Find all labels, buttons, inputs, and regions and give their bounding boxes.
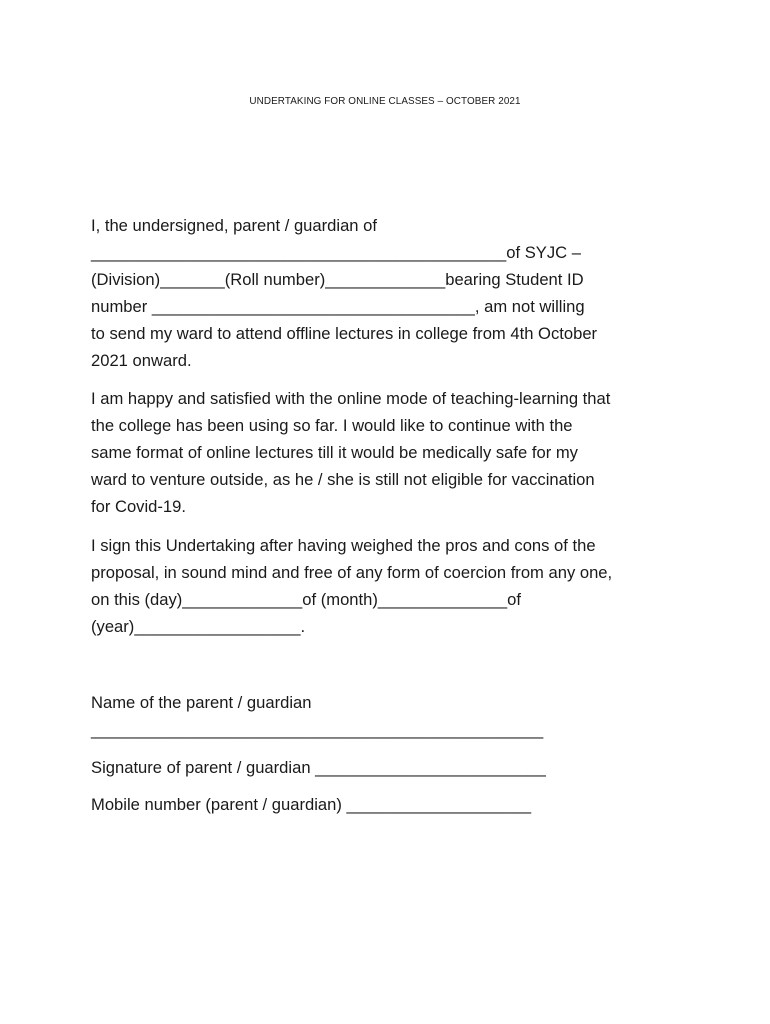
paragraph1-line-1: I, the undersigned, parent / guardian of	[91, 216, 377, 235]
paragraph1-line-5: to send my ward to attend offline lectures in college from 4th October	[91, 324, 598, 343]
paragraph2-line-4: ward to venture outside, as he / she is still not eligible for vaccination	[91, 470, 595, 489]
paragraph2-line-2: the college has been using so far. I would like to continue with the	[91, 416, 573, 435]
paragraph1-line-2: _____________________________________________of SYJC –	[91, 243, 581, 262]
paragraph2-line-1: I am happy and satisfied with the online mode of teaching-learning that	[91, 389, 611, 408]
paragraph1-line-4: number ___________________________________, am not willing	[91, 297, 585, 316]
mobile-number-field: Mobile number (parent / guardian) ____________________	[91, 795, 532, 814]
paragraph3-line-4: (year)__________________.	[91, 617, 306, 636]
name-field-label: Name of the parent / guardian	[91, 693, 312, 712]
paragraph2-line-5: for Covid-19.	[91, 497, 186, 516]
signature-field: Signature of parent / guardian _________________________	[91, 758, 546, 777]
name-field-blank: _________________________________________________	[91, 720, 544, 739]
paragraph3-line-1: I sign this Undertaking after having weighed the pros and cons of the	[91, 536, 596, 555]
document-title: UNDERTAKING FOR ONLINE CLASSES – OCTOBER 2021	[249, 96, 521, 107]
paragraph3-line-3: on this (day)_____________of (month)______________of	[91, 590, 521, 609]
paragraph2-line-3: same format of online lectures till it would be medically safe for my	[91, 443, 578, 462]
paragraph1-line-3: (Division)_______(Roll number)_____________bearing Student ID	[91, 270, 584, 289]
paragraph1-line-6: 2021 onward.	[91, 351, 192, 370]
paragraph3-line-2: proposal, in sound mind and free of any form of coercion from any one,	[91, 563, 613, 582]
